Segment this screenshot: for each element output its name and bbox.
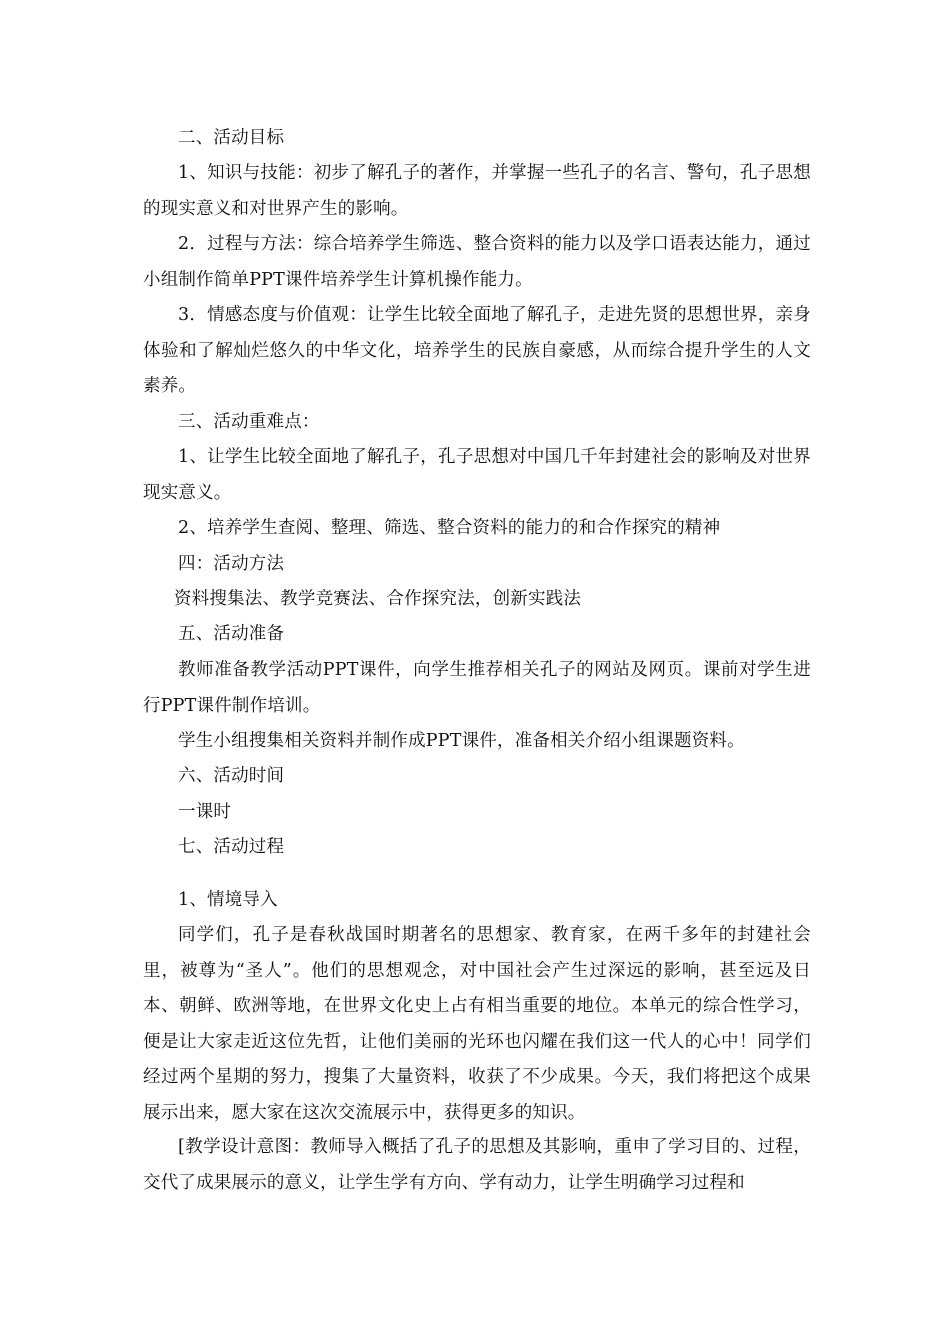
paragraph-student-preparation: 学生小组搜集相关资料并制作成PPT课件，准备相关介绍小组课题资料。 <box>178 731 745 751</box>
paragraph-methods-list: 资料搜集法、教学竞赛法、合作探究法，创新实践法 <box>174 589 582 609</box>
paragraph-knowledge-skills: 1、知识与技能：初步了解孔子的著作，并掌握一些孔子的名言、警句，孔子思想的现实意义和对世界产生的影响。 <box>143 163 811 219</box>
paragraph-intro-speech: 同学们，孔子是春秋战国时期著名的思想家、教育家，在两千多年的封建社会里，被尊为“圣人”。他们的思想观念，对中国社会产生过深远的影响，甚至远及日本、朝鲜、欧洲等地，在世界文化史上占有相当重要的地位。本单元的综合性学习，便是让大家走近这位先哲，让他们美丽的光环也闪耀在我们这一代人的心中！同学们经过两个星期的努力，搜集了大量资料，收获了不少成果。今天，我们将把这个成果展示出来，愿大家在这次交流展示中，获得更多的知识。 <box>143 925 811 1123</box>
section-heading-activity-methods: 四：活动方法 <box>178 554 285 574</box>
section-heading-preparation: 五、活动准备 <box>178 624 285 644</box>
paragraph-design-intent: [教学设计意图：教师导入概括了孔子的思想及其影响，重申了学习目的、过程，交代了成果展示的意义，让学生学有方向、学有动力，让学生明确学习过程和 <box>143 1137 811 1193</box>
section-heading-activity-time: 六、活动时间 <box>178 766 285 786</box>
subheading-situation-intro: 1、情境导入 <box>178 890 278 910</box>
paragraph-time-value: 一课时 <box>178 802 232 822</box>
paragraph-key-point-2: 2、培养学生查阅、整理、筛选、整合资料的能力的和合作探究的精神 <box>178 518 721 538</box>
paragraph-key-point-1: 1、让学生比较全面地了解孔子，孔子思想对中国几千年封建社会的影响及对世界现实意义。 <box>143 447 811 503</box>
paragraph-process-method: 2．过程与方法：综合培养学生筛选、整合资料的能力以及学口语表达能力，通过小组制作简单PPT课件培养学生计算机操作能力。 <box>143 234 811 290</box>
paragraph-emotion-values: 3．情感态度与价值观：让学生比较全面地了解孔子，走进先贤的思想世界，亲身体验和了解灿烂悠久的中华文化，培养学生的民族自豪感，从而综合提升学生的人文素养。 <box>143 305 811 396</box>
section-heading-activity-process: 七、活动过程 <box>178 837 285 857</box>
section-heading-activity-goals: 二、活动目标 <box>178 128 285 148</box>
paragraph-teacher-preparation: 教师准备教学活动PPT课件，向学生推荐相关孔子的网站及网页。课前对学生进行PPT课件制作培训。 <box>143 660 811 716</box>
section-heading-key-points: 三、活动重难点： <box>178 412 320 432</box>
